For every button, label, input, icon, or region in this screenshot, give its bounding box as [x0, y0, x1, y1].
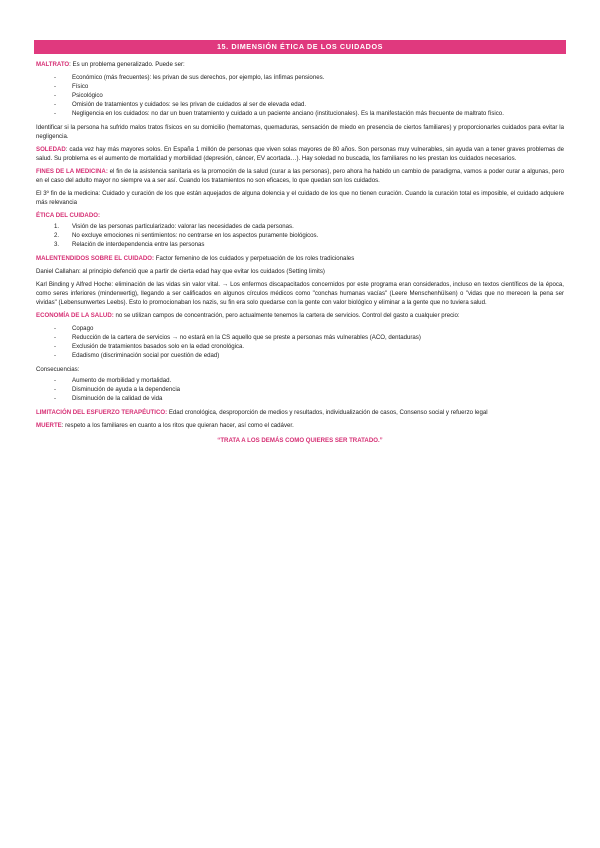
list-item: - Copago — [54, 324, 564, 333]
etica-list — [54, 222, 564, 249]
callahan-paragraph: Daniel Callahan: al principio defenció que a partir de cierta edad hay que evitar los cuidados (Setting limits) — [36, 268, 325, 275]
list-item: - Aumento de morbilidad y mortalidad. — [54, 376, 564, 385]
closing-quote: “TRATA A LOS DEMÁS COMO QUIERES SER TRATADO.” — [217, 437, 383, 444]
binding-paragraph: Karl Binding y Alfred Hoche: eliminación de las vidas sin valor vital. → Los enfermos discapacitados concernidos por este programa eran considerados, incluso en textos científicos de la época, como seres inferiores (minderwertig), llegando a ser calificados en algunos círculos médicos como "conchas humanas vacías" (Leere Menschenhülsen) o "vidas que no merecen la pena ser vividas" (Lebensunwertes Leebs). Esto lo promocionaban los nazis, su fin era solo quedarse con la gente con valor biológico y eliminar a la gente que no tuviera salud. — [36, 281, 564, 306]
limitacion-paragraph: LIMITACIÓN DEL ESFUERZO TERAPÉUTICO: Edad cronológica, desproporción de medios y resultados, individualización de casos, Consenso social y refuerzo legal — [36, 409, 488, 416]
list-item: - Psicológico — [54, 91, 564, 100]
list-item: - Edadismo (discriminación social por cuestión de edad) — [54, 351, 564, 360]
list-item: 3. Relación de interdependencia entre las personas — [54, 241, 205, 248]
page-title: 15. DIMENSIÓN ÉTICA DE LOS CUIDADOS — [34, 40, 566, 54]
list-item: 2. No excluye emociones ni sentimientos: no centrarse en los aspectos puramente biológicos. — [54, 232, 319, 239]
list-item: 1. Visión de las personas particularizado: valorar las necesidades de cada personas. — [54, 223, 294, 230]
malentendidos-paragraph: MALENTENDIDOS SOBRE EL CUIDADO: Factor femenino de los cuidados y perpetuación de los roles tradicionales — [36, 255, 355, 262]
list-item: - Omisión de tratamientos y cuidados: se les privan de cuidados al ser de elevada edad. — [54, 100, 564, 109]
maltrato-intro: MALTRATO: Es un problema generalizado. Puede ser: — [36, 61, 185, 68]
list-item: - Disminución de ayuda a la dependencia — [54, 385, 564, 394]
fines-paragraph: FINES DE LA MEDICINA: el fin de la asistencia sanitaria es la promoción de la salud (curar a las personas), pero ahora ha habido un cambio de paradigma, vamos a poder curar a algunas, pero en el caso del adulto mayor no siempre va a ser así. Cuando los tratamientos no son eficaces, lo que quedan son los cuidados. — [36, 168, 564, 184]
economia-list — [54, 324, 564, 360]
soledad-paragraph: SOLEDAD: cada vez hay más mayores solos. En España 1 millón de personas que viven solas mayores de 80 años. Son personas muy vulnerables, sin ayuda van a tener graves problemas de salud. Su problema es el aumento de mortalidad y morbilidad (depresión, cáncer, EV acortada…). Hay soledad no buscada, los familiares no les prestan los cuidados necesarios. — [36, 146, 564, 162]
list-item: - Económico (más frecuentes): les privan de sus derechos, por ejemplo, las ínfimas pensiones. — [54, 73, 564, 82]
list-item: - Disminución de la calidad de vida — [54, 394, 564, 403]
third-end-paragraph: El 3º fin de la medicina: Cuidado y curación de los que están aquejados de alguna dolencia y el cuidado de los que no tienen curación. Cuando la curación total es imposible, el cuidado adquiere más relevancia — [36, 190, 564, 206]
consecuencias-list — [54, 376, 564, 403]
list-item: - Negligencia en los cuidados: no dar un buen tratamiento y cuidado a un paciente anciano (institucionales). Es la manifestación más frecuente de maltrato físico. — [54, 109, 564, 118]
list-item: - Reducción de la cartera de servicios → no estará en la CS aquello que se preste a personas más vulnerables (ACO, dentaduras) — [54, 333, 564, 342]
list-item: - Exclusión de tratamientos basados solo en la edad cronológica. — [54, 342, 564, 351]
economia-label: ECONOMÍA DE LA SALUD: — [36, 312, 114, 319]
maltrato-list — [54, 73, 564, 118]
consecuencias-heading: Consecuencias: — [36, 366, 80, 373]
muerte-label: MUERTE — [36, 422, 62, 429]
list-item: - Físico — [54, 82, 564, 91]
soledad-label: SOLEDAD — [36, 146, 66, 153]
muerte-paragraph: MUERTE: respeto a los familiares en cuanto a los ritos que quieran hacer, así como el cadáver. — [36, 422, 294, 429]
fines-label: FINES DE LA MEDICINA: — [36, 168, 108, 175]
etica-heading: ÉTICA DEL CUIDADO: — [36, 212, 100, 219]
economia-paragraph: ECONOMÍA DE LA SALUD: no se utilizan campos de concentración, pero actualmente tenemos la cartera de servicios. Control del gasto a cualquier precio: — [36, 312, 460, 319]
malentendidos-label: MALENTENDIDOS SOBRE EL CUIDADO: — [36, 255, 155, 262]
limitacion-label: LIMITACIÓN DEL ESFUERZO TERAPÉUTICO: — [36, 409, 168, 416]
maltrato-identify-paragraph: Identificar si la persona ha sufrido malos tratos físicos en su domicilio (hematomas, quemaduras, sensación de miedo en presencia de ciertos familiares) y proporcionarles cuidados para evitar la negligencia. — [36, 124, 564, 140]
maltrato-label: MALTRATO — [36, 61, 70, 68]
